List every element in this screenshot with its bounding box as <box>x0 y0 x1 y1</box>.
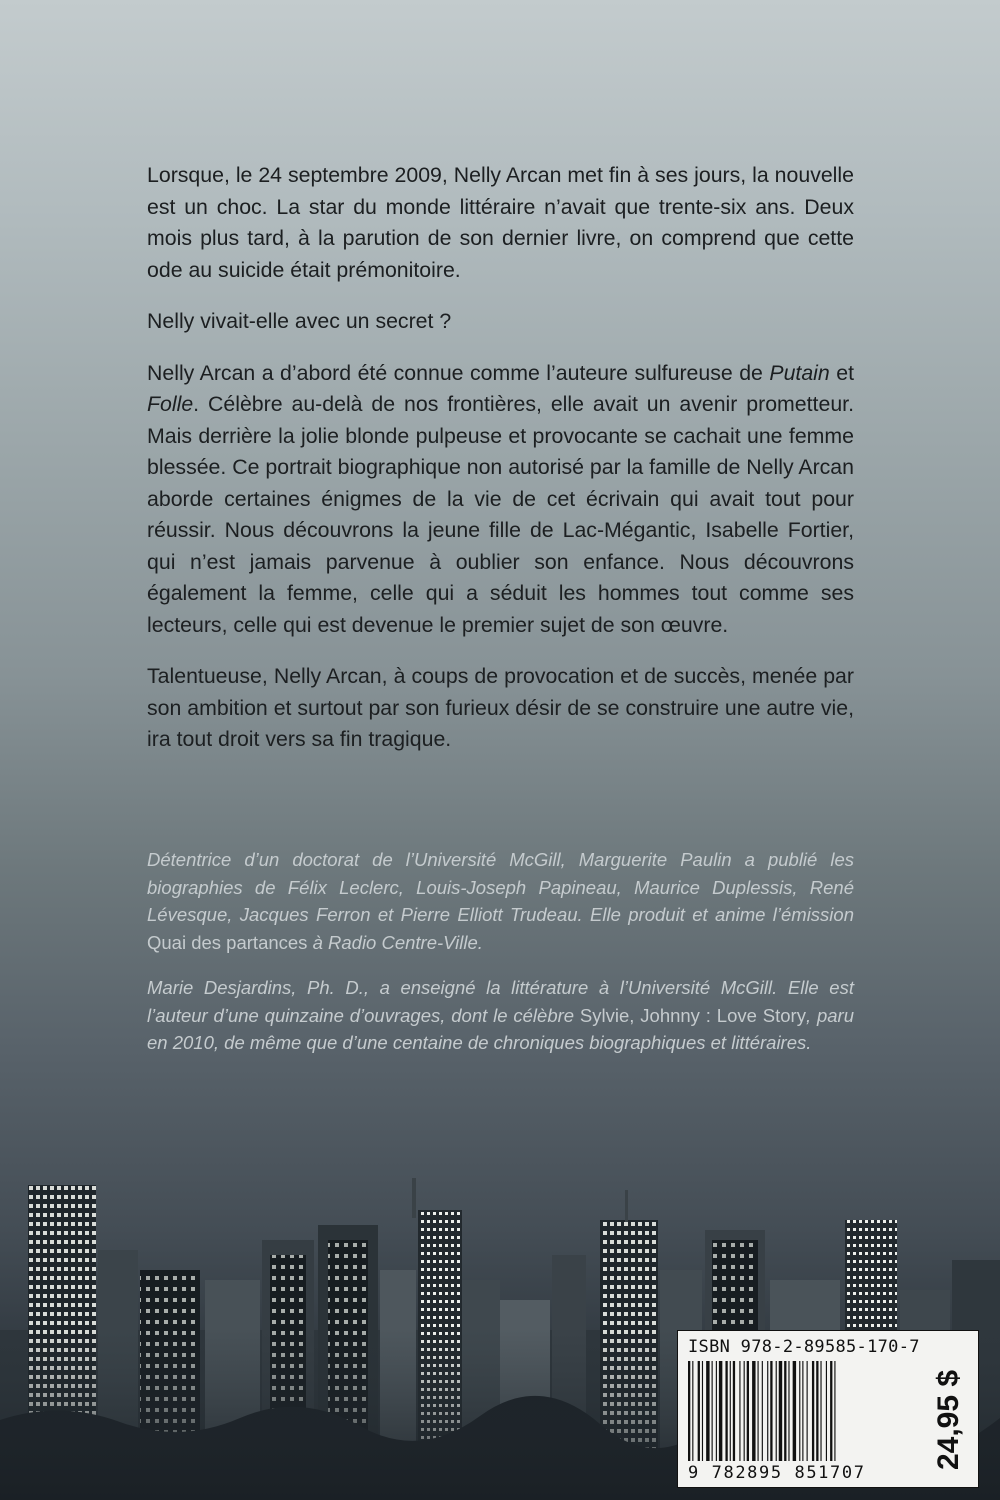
blurb-paragraph-2: Nelly vivait-elle avec un secret ? <box>147 309 452 333</box>
barcode-bar <box>712 1361 713 1461</box>
barcode-bar <box>730 1361 731 1461</box>
barcode-bar <box>702 1361 703 1461</box>
barcode-bar <box>725 1361 727 1461</box>
barcode-bar <box>816 1361 818 1461</box>
blurb-paragraph-3 <box>147 358 854 642</box>
blurb-p3-lead: Nelly Arcan a d’abord été connue comme l’auteure sulfureuse de <box>147 360 770 385</box>
author-bio-paulin <box>147 846 854 956</box>
barcode-bar <box>779 1361 782 1461</box>
barcode-bar <box>758 1361 759 1461</box>
blurb-p3-rest: . Célèbre au-delà de nos frontières, elle avait un avenir prometteur. Mais derrière la jolie blonde pulpeuse et provocante se cachait une femme blessée. Ce portrait biographique non autorisé par la famille de Nelly Arcan aborde certaines énigmes de la vie de cet écrivain qui avait tout pour réussir. Nous découvrons la jeune fille de Lac-Mégantic, Isabelle Fortier, qui n’est jamais parvenue à oublier son enfance. Nous découvrons également la femme, celle qui a séduit les hommes tout comme ses lecteurs, celle qui est devenue le premier sujet de son œuvre. <box>147 392 854 637</box>
blurb-paragraph-4: Talentueuse, Nelly Arcan, à coups de provocation et de succès, menée par son ambition et surtout par son furieux désir de se construire une autre vie, ira tout droit vers sa fin tragique. <box>147 664 854 751</box>
barcode-bar <box>788 1361 789 1461</box>
author-bio-desjardins <box>147 974 854 1057</box>
book-title-sylvie-johnny: Sylvie, Johnny : Love Story <box>579 1004 806 1026</box>
bio-paulin-rest: à Radio Centre-Ville. <box>307 931 483 953</box>
barcode-bar <box>793 1361 796 1461</box>
book-title-putain: Putain <box>769 360 830 385</box>
back-cover-blurb <box>147 160 854 756</box>
barcode-bar <box>762 1361 763 1461</box>
barcode-bar <box>826 1361 827 1461</box>
barcode-bars <box>688 1361 924 1461</box>
blurb-p3-and: et <box>829 360 854 385</box>
barcode-bar <box>802 1361 803 1461</box>
barcode-bar <box>739 1361 740 1461</box>
price-tag <box>927 1357 971 1483</box>
book-title-folle: Folle <box>147 392 194 416</box>
barcode-bar <box>767 1361 768 1461</box>
author-bios <box>147 846 854 1075</box>
barcode-bar <box>716 1361 717 1461</box>
barcode-bar <box>733 1361 735 1461</box>
barcode-bar <box>688 1361 690 1461</box>
blurb-paragraph-1: Lorsque, le 24 septembre 2009, Nelly Arcan met fin à ses jours, la nouvelle est un choc. La star du monde littéraire n’avait que trente-six ans. Deux mois plus tard, à la parution de son dernier livre, on comprend que cette ode au suicide était prémonitoire. <box>147 163 854 282</box>
barcode-bar <box>820 1361 821 1461</box>
barcode-bar <box>747 1361 749 1461</box>
barcode-bar <box>830 1361 832 1461</box>
price-text: 24,95 $ <box>932 1369 965 1471</box>
barcode-bar <box>834 1361 835 1461</box>
barcode-bar <box>784 1361 786 1461</box>
barcode-bar <box>799 1361 800 1461</box>
bio-desjardins-rest: , paru en 2010, de même que d’une centaine de chroniques biographiques et littéraires. <box>147 1004 854 1053</box>
barcode-label <box>677 1330 979 1488</box>
isbn-text: ISBN 978-2-89585-170-7 <box>688 1337 920 1357</box>
barcode-bar <box>719 1361 722 1461</box>
bio-desjardins-lead: Marie Desjardins, Ph. D., a enseigné la littérature à l’Université McGill. Elle est l’auteur d’une quinzaine d’ouvrages, dont le célèbre <box>147 977 854 1026</box>
barcode-bar <box>744 1361 745 1461</box>
barcode-bar <box>706 1361 709 1461</box>
show-title: Quai des partances <box>147 931 308 953</box>
barcode-bar <box>752 1361 755 1461</box>
barcode-bar <box>776 1361 777 1461</box>
bio-paulin-lead: Détentrice d’un doctorat de l’Université McGill, Marguerite Paulin a publié les biographies de Félix Leclerc, Louis-Joseph Papineau, Maurice Duplessis, René Lévesque, Jacques Ferron et Pierre Elliott Trudeau. Elle produit et anime l’émission <box>147 849 854 925</box>
ean-digits: 9 782895 851707 <box>688 1463 866 1483</box>
barcode-bar <box>807 1361 808 1461</box>
barcode-bar <box>698 1361 700 1461</box>
barcode-bar <box>770 1361 772 1461</box>
barcode-bar <box>812 1361 814 1461</box>
barcode-bar <box>692 1361 693 1461</box>
